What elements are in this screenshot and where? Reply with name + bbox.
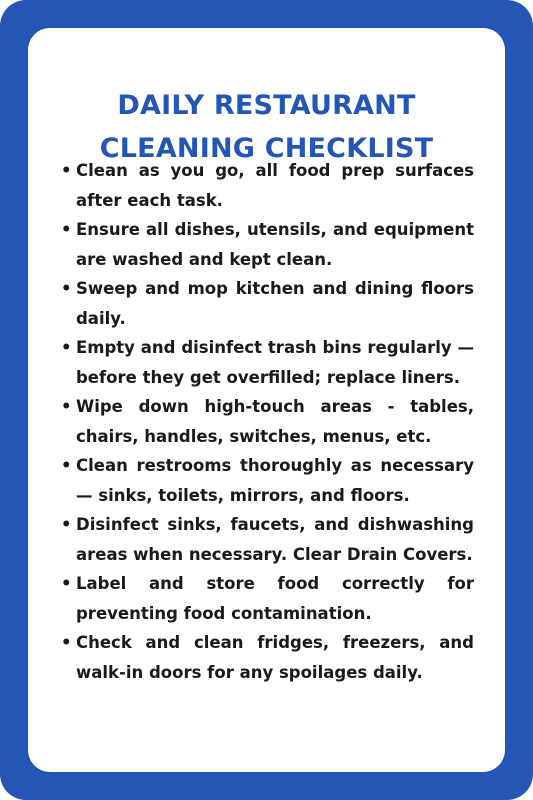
list-item xyxy=(61,392,474,451)
list-item xyxy=(61,274,474,333)
bullet-icon: • xyxy=(61,397,72,416)
list-item xyxy=(61,628,474,687)
list-item xyxy=(61,333,474,392)
list-item-text: Disinfect sinks, faucets, and dishwashing areas when necessary. Clear Drain Covers. xyxy=(76,515,474,564)
list-item xyxy=(61,156,474,215)
list-item-text: Ensure all dishes, utensils, and equipment are washed and kept clean. xyxy=(76,220,474,269)
list-item xyxy=(61,510,474,569)
bullet-icon: • xyxy=(61,515,72,534)
bullet-icon: • xyxy=(61,220,72,239)
title-line-1: DAILY RESTAURANT xyxy=(117,90,416,121)
title-line-2: CLEANING CHECKLIST xyxy=(99,133,434,164)
bullet-icon: • xyxy=(61,338,72,357)
list-item-text: Wipe down high-touch areas - tables, chairs, handles, switches, menus, etc. xyxy=(76,397,474,446)
bullet-icon: • xyxy=(61,161,72,180)
list-item-text: Label and store food correctly for preventing food contamination. xyxy=(76,574,474,623)
checklist-card xyxy=(28,28,505,772)
checklist xyxy=(61,156,474,687)
bullet-icon: • xyxy=(61,279,72,298)
bullet-icon: • xyxy=(61,574,72,593)
list-item-text: Clean restrooms thoroughly as necessary — sinks, toilets, mirrors, and floors. xyxy=(76,456,474,505)
list-item-text: Sweep and mop kitchen and dining floors daily. xyxy=(76,279,474,328)
bullet-icon: • xyxy=(61,456,72,475)
list-item-text: Empty and disinfect trash bins regularly — before they get overfilled; replace liners. xyxy=(76,338,474,387)
list-item-text: Check and clean fridges, freezers, and walk-in doors for any spoilages daily. xyxy=(76,633,474,682)
list-item-text: Clean as you go, all food prep surfaces after each task. xyxy=(76,161,474,210)
bullet-icon: • xyxy=(61,633,72,652)
list-item xyxy=(61,451,474,510)
list-item xyxy=(61,569,474,628)
list-item xyxy=(61,215,474,274)
